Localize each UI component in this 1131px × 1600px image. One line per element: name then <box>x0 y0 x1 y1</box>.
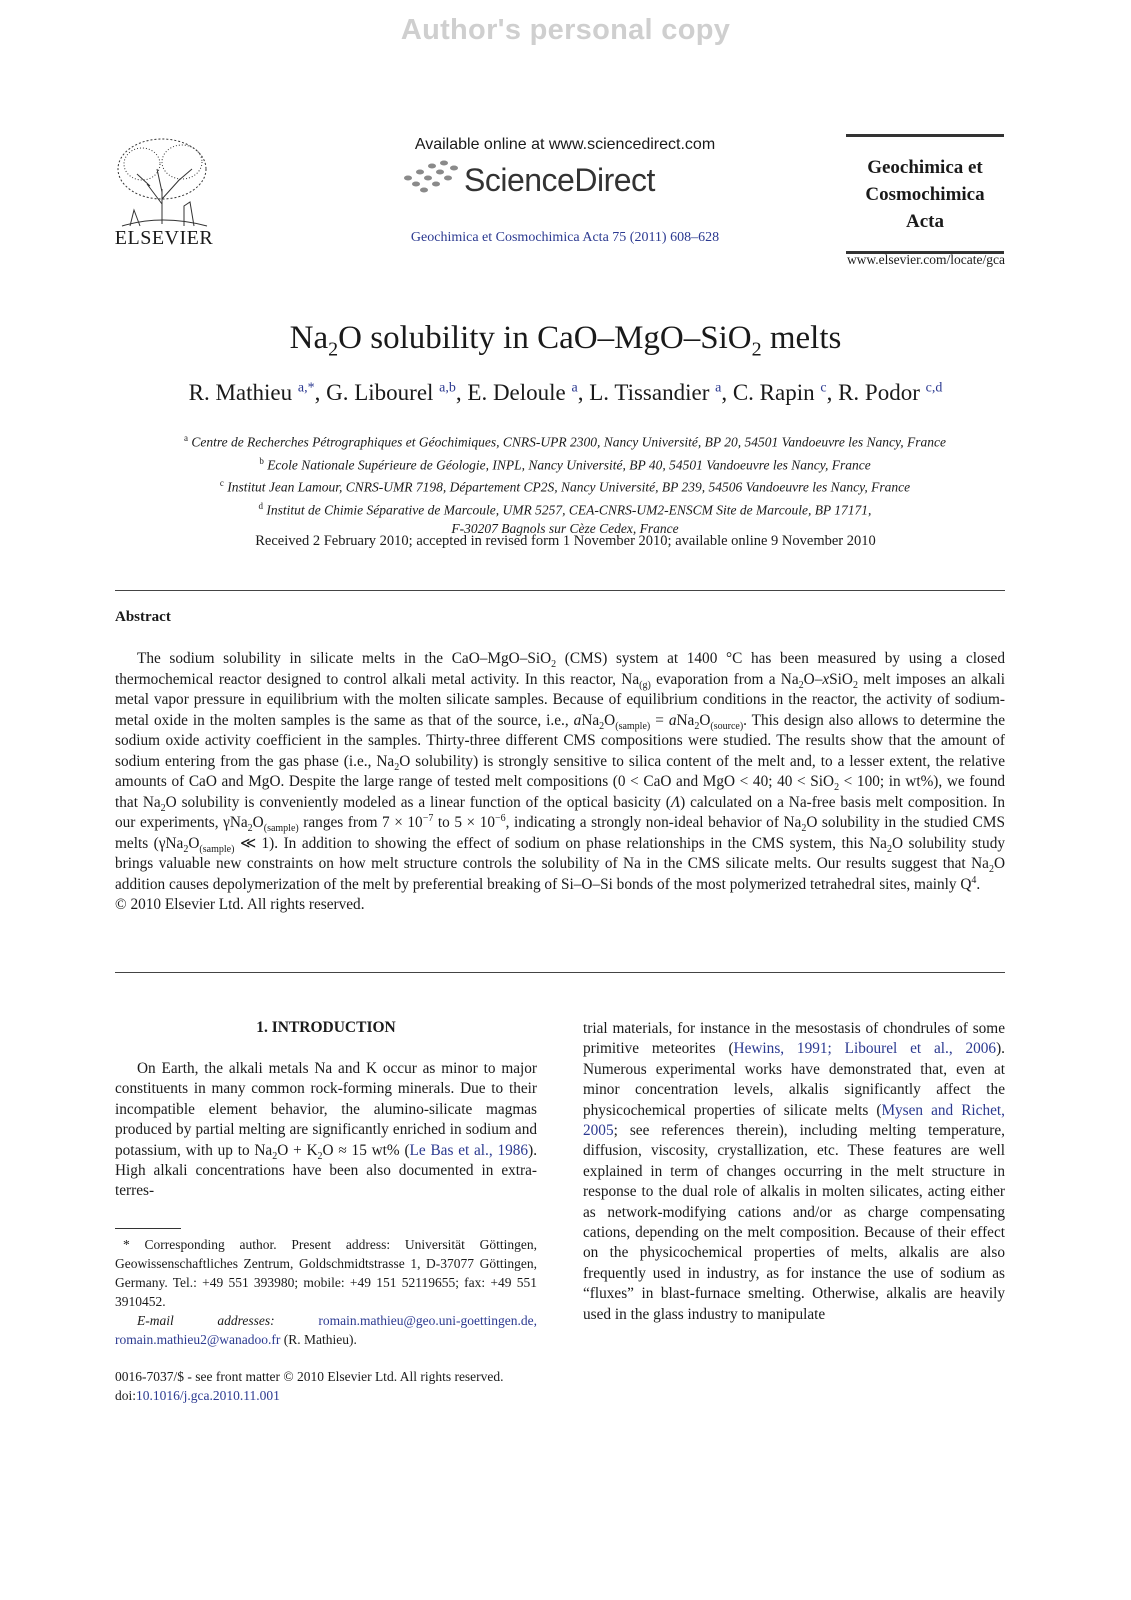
corresponding-author-note: * Corresponding author. Present address: Universität Göttingen, Geowissenschaftliches Zentrum, Goldschmidtstrasse 1, D-37077 Göttingen, Germany. Tel.: +49 551 393980; mobile: +49 151 52119655; fax: +49 551 3910452. <box>115 1237 537 1309</box>
title-part: O solubility in CaO–MgO–SiO <box>338 320 752 356</box>
sciencedirect-wordmark: ScienceDirect <box>464 162 655 198</box>
issn-line: 0016-7037/$ - see front matter © 2010 Elsevier Ltd. All rights reserved. <box>115 1369 504 1384</box>
citation-link[interactable]: Hewins, 1991; Libourel et al., 2006 <box>733 1040 997 1058</box>
affil-mark: d <box>258 500 264 511</box>
publisher-name: ELSEVIER <box>114 227 214 249</box>
affil-mark: c <box>219 478 224 488</box>
author-name: G. Libourel <box>326 380 434 405</box>
affiliation-a <box>100 429 1030 452</box>
journal-name-line2: Cosmochimica <box>865 184 985 205</box>
section-heading-introduction: 1. INTRODUCTION <box>256 1019 396 1036</box>
abstract-copyright: © 2010 Elsevier Ltd. All rights reserved. <box>115 896 365 913</box>
affiliation-c <box>100 474 1030 497</box>
divider <box>115 972 1005 973</box>
journal-url[interactable]: www.elsevier.com/locate/gca <box>846 252 1005 267</box>
footnote <box>115 1235 537 1349</box>
citation-link[interactable]: Le Bas et al., 1986 <box>409 1141 529 1159</box>
author-name: R. Podor <box>838 380 920 405</box>
affil-mark: a <box>183 433 188 443</box>
available-online: Available online at www.sciencedirect.com <box>414 136 716 153</box>
sciencedirect-logo <box>400 158 720 204</box>
received-dates: Received 2 February 2010; accepted in revised form 1 November 2010; available online 9 November 2010 <box>255 533 876 549</box>
title-part: melts <box>761 320 842 356</box>
title-subscript: 2 <box>751 338 762 361</box>
author-affil-mark[interactable]: c,d <box>925 380 943 396</box>
doi-line <box>115 1386 595 1405</box>
email-links[interactable]: romain.mathieu@geo.uni-goettingen.de, romain.mathieu2@wanadoo.fr <box>115 1313 537 1347</box>
affiliations <box>100 429 1030 538</box>
affil-text: Institut de Chimie Séparative de Marcoule, UMR 5257, CEA-CNRS-UM2-ENSCM Site de Marcoule, BP 17171, <box>266 502 872 517</box>
title-part: Na <box>289 320 329 356</box>
author-list: R. Mathieu $^{a,*}$, G. Libourel $^{a,b}$, E. Deloule $^a$, L. Tissandier $^a$, C. Rapin $^c$, R. Podor $^{c,d}$ <box>188 380 943 405</box>
email-owner: (R. Mathieu). <box>283 1332 357 1347</box>
journal-reference[interactable]: Geochimica et Cosmochimica Acta 75 (2011) 608–628 <box>410 230 720 245</box>
author-affil-mark[interactable]: a,b <box>439 380 456 396</box>
affiliation-b <box>100 452 1030 475</box>
affil-text: Institut Jean Lamour, CNRS-UMR 7198, Département CP2S, Nancy Université, BP 239, 54506 Vandoeuvre les Nancy, France <box>227 479 911 495</box>
affil-text: Ecole Nationale Supérieure de Géologie, INPL, Nancy Université, BP 40, 54501 Vandoeuvre les Nancy, France <box>267 457 871 472</box>
intro-left-column <box>115 1059 537 1202</box>
affiliation-d <box>100 497 1030 520</box>
intro-paragraph: On Earth, the alkali metals Na and K occur as minor to major constituents in many common rock-forming minerals. Due to their incompatible element behavior, the alumino-silicate magmas produced by partial melting are significantly enriched in sodium and potassium, with up to $Na_2O + K_2O \approx 15$ wt% (Le Bas et al., 1986). High alkali concentrations have been also documented in extra-terres- <box>115 1060 538 1200</box>
article-title <box>0 320 1131 362</box>
divider <box>115 590 1005 591</box>
affiliation-d-cont: F-30207 Bagnols sur Cèze Cedex, France <box>451 521 679 536</box>
abstract-text: The sodium solubility in silicate melts in the CaO–MgO–SiO$_2$ (CMS) system at 1400 °C has been measured by using a closed thermochemical reactor designed to control alkali metal activity. In this reactor, $Na_{(g)}$ evaporation from a $Na_2O-xSiO_2$ melt imposes an alkali metal vapor pressure in equilibrium with the molten silicate samples. Because of equilibrium conditions in the reactor, the activity of sodium-metal oxide in the molten samples is the same as that of the source, i.e., $aNa_2O_{(sample)} = aNa_2O_{(source)}$. This design also allows to determine the sodium oxide activity coefficient in the samples. Thirty-three different CMS compositions were studied. The results show that the amount of sodium entering from the gas phase (i.e., $Na_2O$ solubility) is strongly sensitive to silica content of the melt and, to a lesser extent, the relative amounts of CaO and MgO. Despite the large range of tested melt compositions (0 < CaO and MgO < 40; 40 < SiO$_2$ < 100; in wt%), we found that $Na_2O$ solubility is conveniently modeled as a linear function of the optical basicity (Λ) calculated on a Na-free basis melt composition. In our experiments, $\gamma Na_2O_{(sample)}$ ranges from $7 \times 10^{-7}$ to $5 \times 10^{-6}$, indicating a strongly non-ideal behavior of $Na_2O$ solubility in the studied CMS melts ($\gamma Na_2O_{(sample)}$ ≪ 1). In addition to showing the effect of sodium on phase relationships in the CMS system, this $Na_2O$ solubility study brings valuable new constraints on how melt structure controls the solubility of Na in the CMS silicate melts. Our results suggest that $Na_2O$ addition causes depolymerization of the melt by preferential breaking of Si–O–Si bonds of the most polymerized tetrahedral sites, mainly $Q^4$. <box>115 650 1006 893</box>
author-affil-mark[interactable]: a,* <box>297 380 315 396</box>
email-label: E-mail addresses: <box>137 1313 275 1328</box>
doi-link[interactable]: 10.1016/j.gca.2010.11.001 <box>136 1388 280 1403</box>
email-note <box>115 1311 537 1349</box>
author-affil-mark[interactable]: a <box>571 380 578 396</box>
abstract-body <box>115 649 1005 916</box>
author-name: E. Deloule <box>467 380 566 405</box>
affil-mark: b <box>259 455 264 466</box>
journal-name-line1: Geochimica et <box>867 157 983 178</box>
abstract-heading: Abstract <box>115 609 171 625</box>
front-matter <box>115 1367 595 1405</box>
doi-label: doi: <box>115 1388 137 1403</box>
journal-title-box <box>846 134 1004 254</box>
author-name: L. Tissandier <box>589 380 710 405</box>
author-affil-mark[interactable]: a <box>715 380 722 396</box>
author-name: C. Rapin <box>732 380 815 405</box>
intro-paragraph: trial materials, for instance in the mesostasis of chondrules of some primitive meteorites (Hewins, 1991; Libourel et al., 2006). Numerous experimental works have demonstrated that, even at minor concentration levels, alkalis significantly affect the physicochemical properties of silicate melts (Mysen and Richet, 2005; see references therein), including melting temperature, diffusion, viscosity, crystallization, etc. These features are well explained in term of changes occurring in the melt structure in response to the dual role of alkalis in molten silicates, acting either as network-modifying cations and/or as charge compensating cations, depending on the melt composition. Because of their effect on the physicochemical properties of melts, alkalis are also frequently used in industry, as for instance the use of sodium as “fluxes” in blast-furnace smelting. Otherwise, alkalis are heavily used in the glass industry to manipulate <box>583 1020 1005 1323</box>
footnote-divider <box>115 1228 181 1229</box>
watermark: Author's personal copy <box>400 14 731 46</box>
citation-link[interactable]: Mysen and Richet, 2005 <box>583 1101 1005 1140</box>
author-affil-mark[interactable]: c <box>820 380 827 396</box>
sciencedirect-dots-icon <box>400 158 470 204</box>
title-subscript: 2 <box>328 338 339 361</box>
intro-right-column <box>583 1019 1005 1325</box>
journal-name-line3: Acta <box>906 211 944 232</box>
author-name: R. Mathieu <box>188 380 293 405</box>
affil-text: Centre de Recherches Pétrographiques et Géochimiques, CNRS-UPR 2300, Nancy Université, BP 20, 54501 Vandoeuvre les Nancy, France <box>191 434 947 450</box>
